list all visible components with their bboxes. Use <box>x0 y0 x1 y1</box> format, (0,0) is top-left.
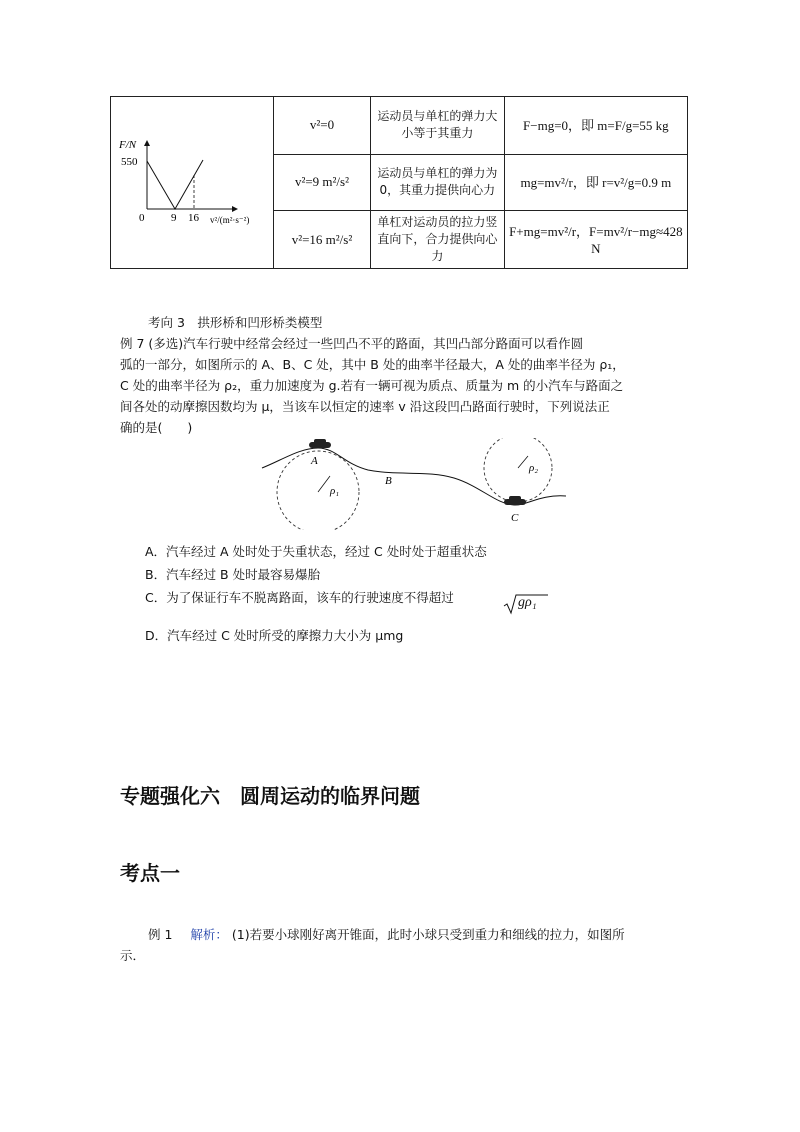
car-icon <box>309 439 331 448</box>
radius-c <box>518 456 528 468</box>
condition-cell: v²=16 m²/s² <box>274 211 371 269</box>
description-cell: 运动员与单杠的弹力大小等于其重力 <box>370 97 504 155</box>
question-line: 例 7 (多选)汽车行驶中经常会经过一些凹凸不平的路面，其凹凸部分路面可以看作圆 <box>120 336 584 351</box>
label-b: B <box>385 475 392 487</box>
analysis-label: 解析： <box>190 927 228 942</box>
equation-cell: F+mg=mv²/r，F=mv²/r−mg≈428 N <box>504 211 687 269</box>
condition-cell: v²=9 m²/s² <box>274 154 371 211</box>
sqrt-content: gρ₁ <box>518 595 537 610</box>
condition-cell: v²=0 <box>274 97 371 155</box>
label-rho1: ρ₁ <box>330 485 340 497</box>
x-tick-16: 16 <box>188 212 199 224</box>
option-d[interactable]: D．汽车经过 C 处时所受的摩擦力大小为 μmg <box>145 628 404 643</box>
question-line: C 处的曲率半径为 ρ₂，重力加速度为 g.若有一辆可视为质点、质量为 m 的小汽车与路面之 <box>120 378 624 393</box>
label-a: A <box>311 455 318 467</box>
x-tick-0: 0 <box>139 212 145 224</box>
option-a[interactable]: A．汽车经过 A 处时处于失重状态，经过 C 处时处于超重状态 <box>145 544 487 559</box>
option-b[interactable]: B．汽车经过 B 处时最容易爆胎 <box>145 567 321 582</box>
car-icon <box>504 496 526 505</box>
x-tick-9: 9 <box>171 212 177 224</box>
y-axis-label: F/N <box>119 139 137 151</box>
question-line: 确的是( ) <box>120 420 193 435</box>
example-1-line <box>148 924 625 945</box>
example-1-continuation: 示． <box>120 948 146 963</box>
description-cell: 单杠对运动员的拉力竖直向下，合力提供向心力 <box>370 211 504 269</box>
answer-table <box>110 96 688 269</box>
road-curve <box>262 448 566 505</box>
label-rho2: ρ₂ <box>529 462 539 474</box>
force-graph-cell <box>111 97 274 269</box>
analysis-text: (1)若要小球刚好离开锥面，此时小球只受到重力和细线的拉力，如图所 <box>231 927 625 942</box>
label-c: C <box>511 512 519 524</box>
option-c[interactable]: C．为了保证行车不脱离路面，该车的行驶速度不得超过 <box>145 590 454 605</box>
circle-c <box>484 438 552 502</box>
question-line: 弧的一部分，如图所示的 A、B、C 处，其中 B 处的曲率半径最大，A 处的曲率半径为 ρ₁， <box>120 357 625 372</box>
point-title: 考点一 <box>120 861 180 885</box>
force-curve <box>147 160 203 209</box>
section-heading: 考向 3 拱形桥和凹形桥类模型 <box>148 315 323 330</box>
radius-a <box>318 476 330 492</box>
description-cell: 运动员与单杠的弹力为0，其重力提供向心力 <box>370 154 504 211</box>
force-velocity-graph <box>111 97 273 265</box>
road-figure <box>258 438 572 530</box>
question-line: 间各处的动摩擦因数均为 μ，当该车以恒定的速率 v 沿这段凹凸路面行驶时，下列说法正 <box>120 399 610 414</box>
circle-a <box>277 451 359 530</box>
equation-cell: F−mg=0，即 m=F/g=55 kg <box>504 97 687 155</box>
example-label: 例 1 <box>148 927 173 942</box>
x-axis-label: v²/(m²·s⁻²) <box>210 215 250 225</box>
sqrt-formula <box>503 593 549 619</box>
chapter-title: 专题强化六 圆周运动的临界问题 <box>120 784 420 808</box>
equation-cell: mg=mv²/r，即 r=v²/g=0.9 m <box>504 154 687 211</box>
y-tick-label: 550 <box>121 156 138 168</box>
